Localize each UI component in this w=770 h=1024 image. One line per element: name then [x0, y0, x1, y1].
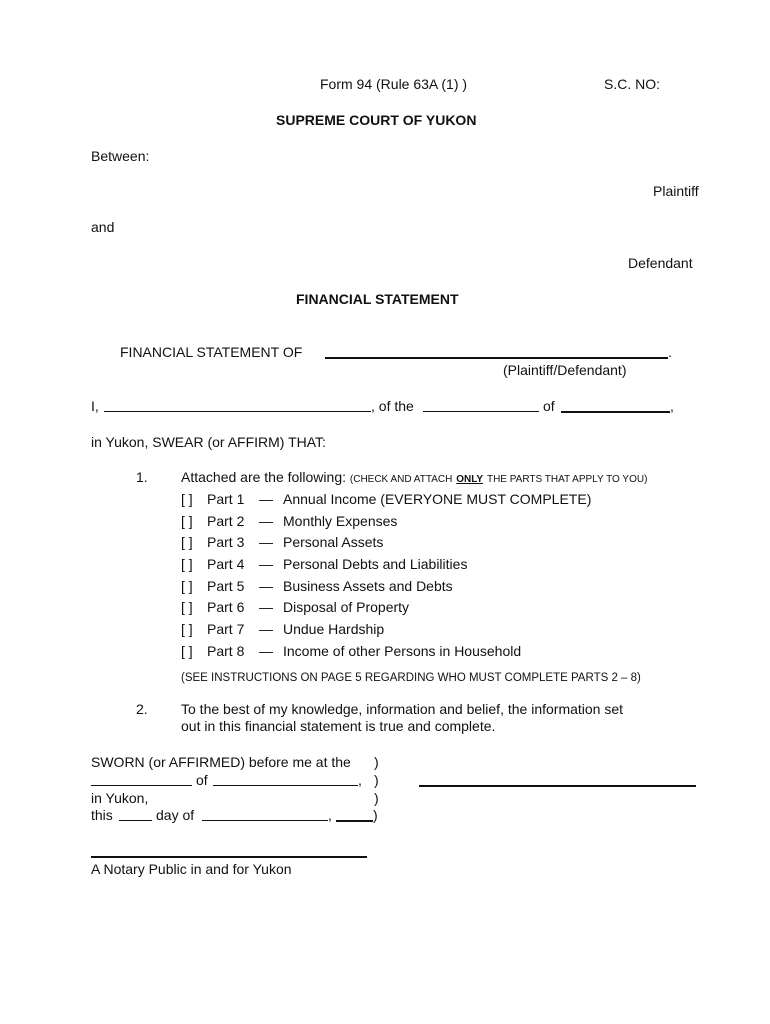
- part-2-dash: —: [259, 513, 273, 529]
- part-8-name: Income of other Persons in Household: [283, 643, 522, 659]
- statement-of-name-field[interactable]: [325, 357, 668, 359]
- deponent-signature-field[interactable]: [419, 785, 696, 787]
- deponent-city-field[interactable]: [423, 411, 539, 412]
- part-6-label: Part 6: [207, 599, 245, 615]
- sworn-this-label: this: [91, 807, 113, 823]
- part-4-name: Personal Debts and Liabilities: [283, 556, 468, 572]
- attached-label: Attached are the following:: [181, 469, 346, 485]
- sworn-year-field[interactable]: [336, 820, 373, 822]
- sworn-paren-2: ): [374, 772, 379, 788]
- plaintiff-defendant-caption: (Plaintiff/Defendant): [503, 362, 627, 378]
- part-5-name: Business Assets and Debts: [283, 578, 453, 594]
- sworn-paren-1: ): [374, 754, 379, 770]
- part-4-label: Part 4: [207, 556, 245, 572]
- parts-instructions: (SEE INSTRUCTIONS ON PAGE 5 REGARDING WHO MUST COMPLETE PARTS 2 – 8): [181, 672, 641, 684]
- court-name: SUPREME COURT OF YUKON: [276, 112, 477, 128]
- sworn-line-1: SWORN (or AFFIRMED) before me at the: [91, 754, 351, 770]
- notary-signature-field[interactable]: [91, 856, 367, 858]
- sworn-paren-3: ): [374, 790, 379, 806]
- part-2-label: Part 2: [207, 513, 245, 529]
- part-6-checkbox[interactable]: [ ]: [181, 599, 193, 615]
- oath-i-label: I,: [91, 398, 99, 414]
- part-5-checkbox[interactable]: [ ]: [181, 578, 193, 594]
- sc-number-label: S.C. NO:: [604, 76, 661, 92]
- document-title: FINANCIAL STATEMENT: [296, 291, 459, 307]
- check-note-post: THE PARTS THAT APPLY TO YOU): [486, 474, 648, 485]
- sworn-day-of-label: day of: [156, 807, 195, 823]
- plaintiff-label: Plaintiff: [653, 183, 699, 199]
- part-5-dash: —: [259, 578, 273, 594]
- part-2-name: Monthly Expenses: [283, 513, 398, 529]
- part-7-dash: —: [259, 621, 273, 637]
- form-number: Form 94 (Rule 63A (1) ): [320, 76, 468, 92]
- and-label: and: [91, 219, 115, 235]
- item-1-number: 1.: [136, 469, 148, 485]
- part-4-dash: —: [259, 556, 273, 572]
- part-7-checkbox[interactable]: [ ]: [181, 621, 193, 637]
- part-4-checkbox[interactable]: [ ]: [181, 556, 193, 572]
- part-3-dash: —: [259, 534, 273, 550]
- oath-of-label: of: [543, 398, 555, 414]
- defendant-label: Defendant: [628, 255, 693, 271]
- oath-comma: ,: [670, 398, 674, 414]
- deponent-community-field[interactable]: [561, 411, 670, 413]
- part-3-checkbox[interactable]: [ ]: [181, 534, 193, 550]
- part-1-name: Annual Income (EVERYONE MUST COMPLETE): [283, 491, 592, 507]
- deponent-name-field[interactable]: [104, 411, 371, 412]
- sworn-month-field[interactable]: [202, 820, 328, 821]
- check-note-pre: (CHECK AND ATTACH: [349, 474, 453, 485]
- statement-of-period: .: [668, 344, 672, 360]
- sworn-day-field[interactable]: [119, 820, 152, 821]
- check-note-only: ONLY: [456, 474, 484, 485]
- notary-caption: A Notary Public in and for Yukon: [91, 861, 292, 877]
- part-1-dash: —: [259, 491, 273, 507]
- part-8-label: Part 8: [207, 643, 245, 659]
- part-6-dash: —: [259, 599, 273, 615]
- sworn-comma-2: ,: [328, 807, 332, 823]
- statement-of-label: FINANCIAL STATEMENT OF: [120, 344, 303, 360]
- item-2-line-1: To the best of my knowledge, information and belief, the information set: [181, 701, 624, 717]
- part-8-dash: —: [259, 643, 273, 659]
- sworn-place-field[interactable]: [91, 785, 192, 786]
- item-1-text: [181, 468, 647, 489]
- between-label: Between:: [91, 148, 150, 164]
- sworn-paren-4: ): [373, 807, 378, 823]
- sworn-in-yukon: in Yukon,: [91, 790, 149, 806]
- item-2-number: 2.: [136, 701, 148, 717]
- sworn-of-label: of: [196, 772, 208, 788]
- part-7-label: Part 7: [207, 621, 245, 637]
- swear-statement: in Yukon, SWEAR (or AFFIRM) THAT:: [91, 434, 326, 450]
- part-3-name: Personal Assets: [283, 534, 384, 550]
- part-5-label: Part 5: [207, 578, 245, 594]
- part-7-name: Undue Hardship: [283, 621, 385, 637]
- oath-of-the-label: , of the: [371, 398, 414, 414]
- part-1-label: Part 1: [207, 491, 245, 507]
- item-2-line-2: out in this financial statement is true and complete.: [181, 718, 496, 734]
- sworn-comma-1: ,: [358, 772, 362, 788]
- part-1-checkbox[interactable]: [ ]: [181, 491, 193, 507]
- sworn-locality-field[interactable]: [213, 785, 358, 786]
- part-2-checkbox[interactable]: [ ]: [181, 513, 193, 529]
- part-8-checkbox[interactable]: [ ]: [181, 643, 193, 659]
- part-6-name: Disposal of Property: [283, 599, 410, 615]
- part-3-label: Part 3: [207, 534, 245, 550]
